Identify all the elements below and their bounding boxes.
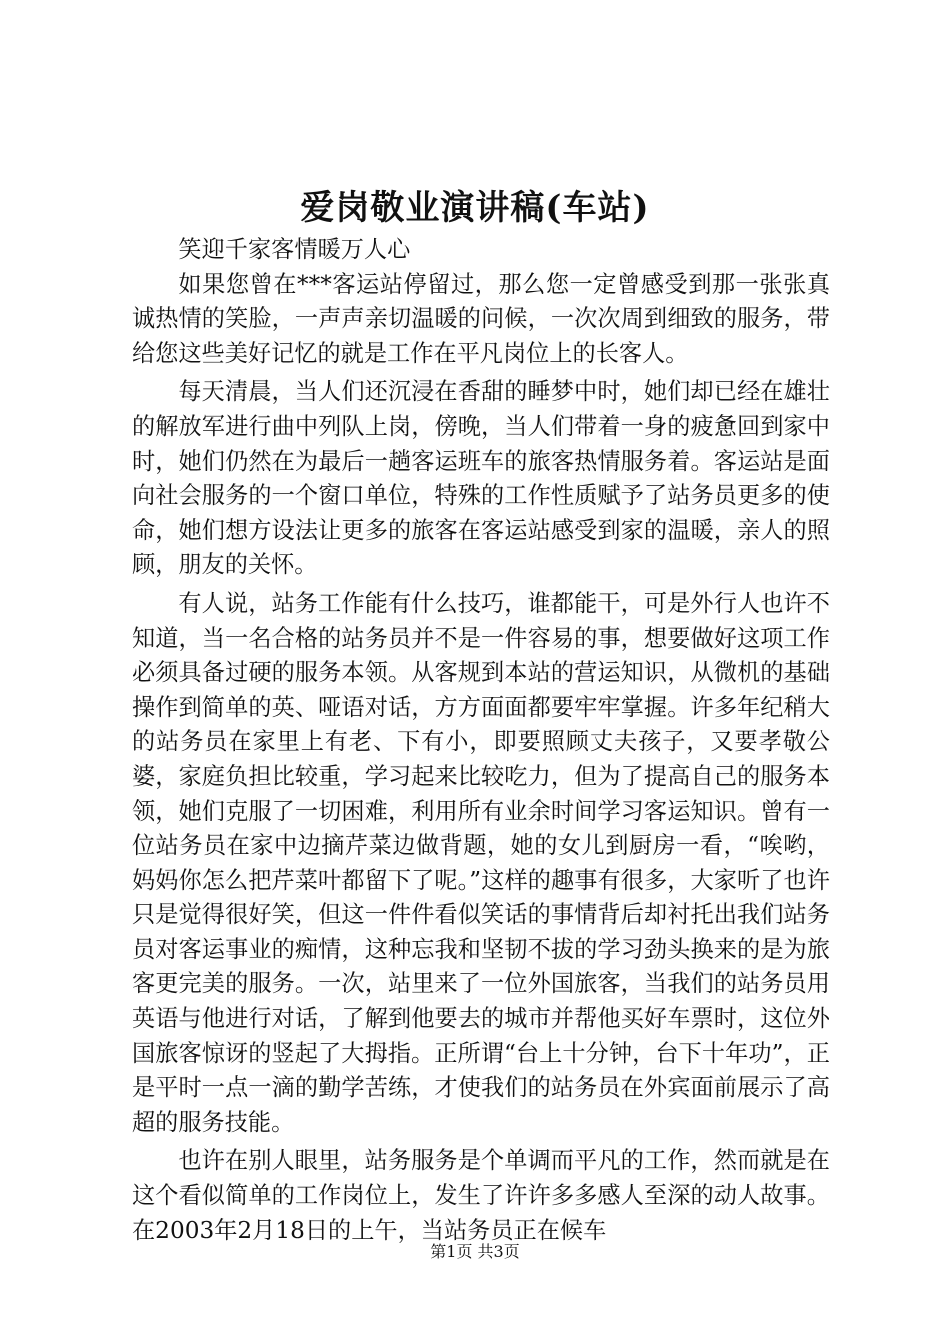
paragraph-4: 也许在别人眼里，站务服务是个单调而平凡的工作，然而就是在这个看似简单的工作岗位上，发生了许许多多感人至深的动人故事。在2003年2月18日的上午，当站务员正在候车 [132,1147,830,1244]
document-subtitle: 笑迎千家客情暖万人心 [178,236,411,263]
document-body [132,233,830,1252]
page-footer: 第1页 共3页 [430,1242,520,1261]
paragraph-1: 如果您曾在***客运站停留过，那么您一定曾感受到那一张张真诚热情的笑脸，一声声亲切温暖的问候，一次次周到细致的服务，带给您这些美好记忆的就是工作在平凡岗位上的长客人。 [132,270,830,367]
document-title: 爱岗敬业演讲稿(车站) [300,188,650,228]
paragraph-2: 每天清晨，当人们还沉浸在香甜的睡梦中时，她们却已经在雄壮的解放军进行曲中列队上岗，傍晚，当人们带着一身的疲惫回到家中时，她们仍然在为最后一趟客运班车的旅客热情服务着。客运站是面向社会服务的一个窗口单位，特殊的工作性质赋予了站务员更多的使命，她们想方设法让更多的旅客在客运站感受到家的温暖，亲人的照顾，朋友的关怀。 [132,378,830,579]
paragraph-3: 有人说，站务工作能有什么技巧，谁都能干，可是外行人也许不知道，当一名合格的站务员并不是一件容易的事，想要做好这项工作必须具备过硬的服务本领。从客规到本站的营运知识，从微机的基础操作到简单的英、哑语对话，方方面面都要牢牢掌握。许多年纪稍大的站务员在家里上有老、下有小，即要照顾丈夫孩子，又要孝敬公婆，家庭负担比较重，学习起来比较吃力，但为了提高自己的服务本领，她们克服了一切困难，利用所有业余时间学习客运知识。曾有一位站务员在家中边摘芹菜边做背题，她的女儿到厨房一看，“唉哟，妈妈你怎么把芹菜叶都留下了呢。”这样的趣事有很多，大家听了也许只是觉得很好笑，但这一件件看似笑话的事情背后却衬托出我们站务员对客运事业的痴情，这种忘我和坚韧不拔的学习劲头换来的是为旅客更完美的服务。一次，站里来了一位外国旅客，当我们的站务员用英语与他进行对话，了解到他要去的城市并帮他买好车票时，这位外国旅客惊讶的竖起了大拇指。正所谓“台上十分钟，台下十年功”，正是平时一点一滴的勤学苦练，才使我们的站务员在外宾面前展示了高超的服务技能。 [132,589,830,1136]
